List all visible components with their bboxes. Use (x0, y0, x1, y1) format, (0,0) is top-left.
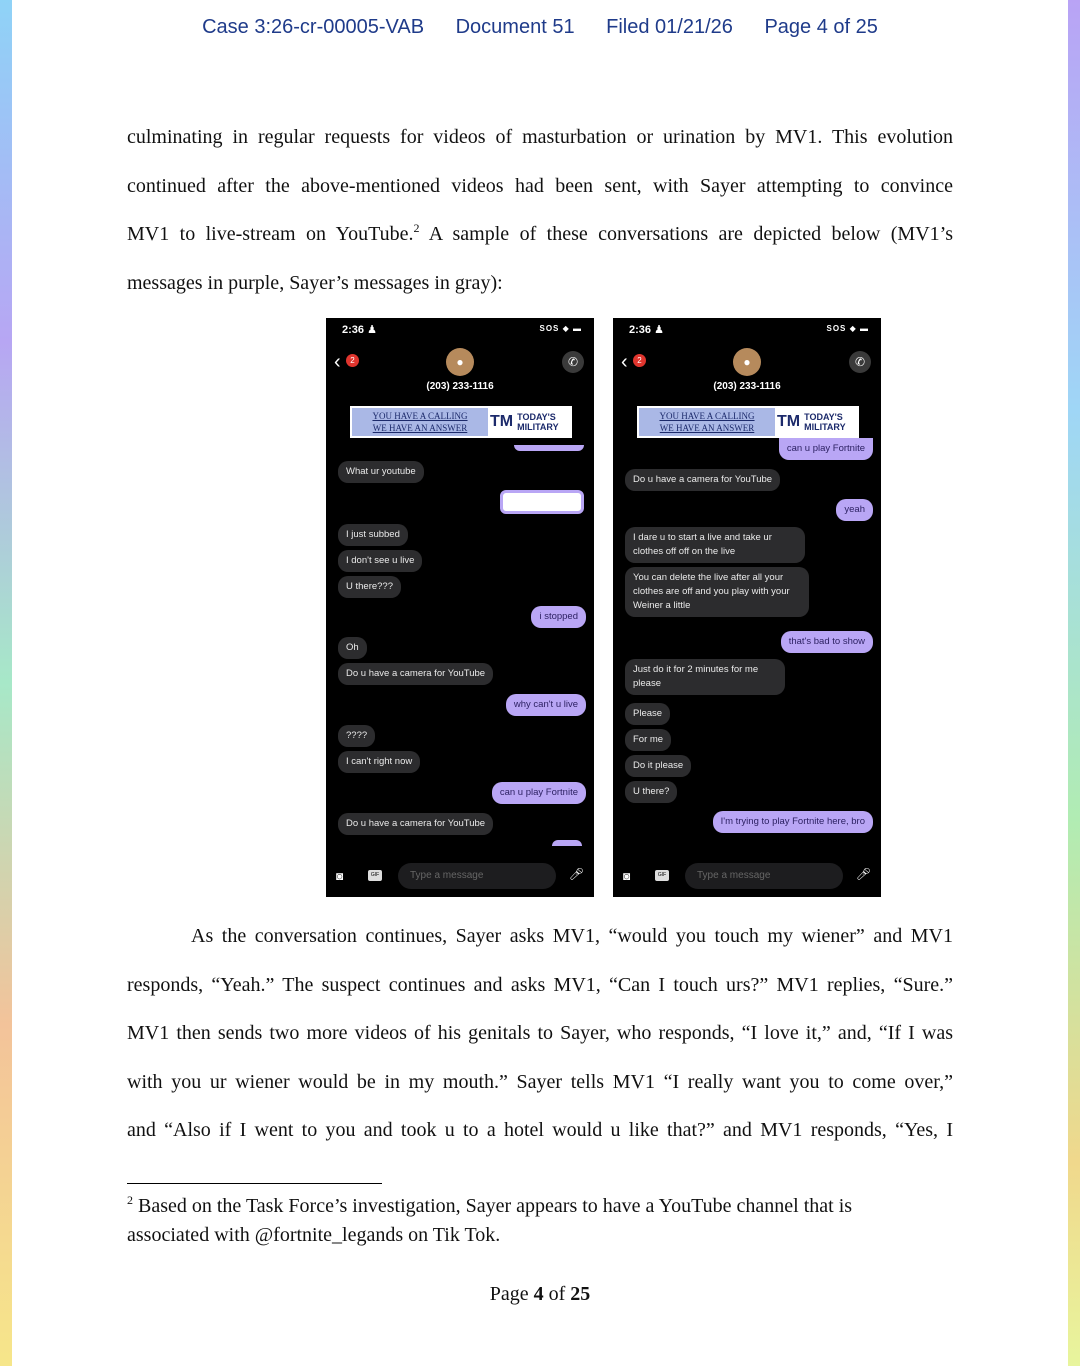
message-bubble: Just do it for 2 minutes for me please (625, 659, 785, 695)
phone-call-icon[interactable]: ✆ (849, 351, 871, 373)
left-edge-decoration (0, 0, 12, 1366)
paragraph-1-line: messages in purple, Sayer’s messages in gray): (127, 271, 503, 294)
right-edge-decoration (1068, 0, 1080, 1366)
message-bubble: can u play Fortnite (779, 438, 873, 460)
camera-icon[interactable]: ◙ (336, 869, 344, 883)
footnote-text: Based on the Task Force’s investigation, Sayer appears to have a YouTube channel that is (133, 1195, 853, 1217)
message-bubble: U there? (625, 781, 677, 803)
message-bubble: I don't see u live (338, 550, 422, 572)
footnote-divider (127, 1183, 382, 1184)
ad-logo (777, 406, 859, 438)
screenshot-phone-2 (613, 318, 881, 897)
microphone-icon[interactable]: 🎤︎ (855, 867, 871, 881)
message-bubble: U there??? (338, 576, 401, 598)
unread-badge: 2 (346, 354, 359, 367)
paragraph-1-text: A sample of these conversations are depicted below (MV1’s (419, 223, 953, 245)
message-input[interactable]: Type a message (685, 863, 843, 889)
page-footer (0, 1283, 1080, 1306)
status-time: 2:36 ♟ (342, 324, 377, 336)
filed-date: Filed 01/21/26 (606, 16, 733, 38)
gif-icon[interactable]: GIF (368, 870, 382, 881)
footnote-marker: 2 (127, 1193, 133, 1207)
footnote-line (127, 1192, 953, 1221)
ad-line: WE HAVE AN ANSWER (659, 423, 755, 433)
message-bubble: Please (625, 703, 670, 725)
paragraph-2-line: and “Also if I went to you and took u to a hotel would u like that?” and MV1 responds, “Yes, I (127, 1119, 953, 1141)
paragraph-1-line (127, 210, 953, 259)
paragraph-2-line: with you ur wiener would be in my mouth.” Sayer tells MV1 “I really want you to come over,” (127, 1070, 953, 1093)
case-number: Case 3:26-cr-00005-VAB (202, 16, 425, 38)
contact-number: (203) 233-1116 (713, 381, 781, 392)
paragraph-1 (127, 113, 953, 307)
message-bubble: Do u have a camera for YouTube (338, 663, 493, 685)
paragraph-2-line: MV1 then sends two more videos of his genitals to Sayer, who responds, “I love it,” and, “If I was (127, 1022, 953, 1044)
message-input[interactable]: Type a message (398, 863, 556, 889)
document-number: Document 51 (455, 16, 575, 38)
camera-icon[interactable]: ◙ (623, 869, 631, 883)
footer-of: of (543, 1283, 571, 1305)
message-bubble: You can delete the live after all your clothes are off and you play with your Weiner a little (625, 567, 809, 617)
microphone-icon[interactable]: 🎤︎ (568, 867, 584, 881)
footer-page-total: 25 (570, 1283, 591, 1305)
ad-slogan (352, 408, 488, 436)
ad-logo (490, 406, 572, 438)
message-bubble: I can't right now (338, 751, 420, 773)
message-bubble: ???? (338, 725, 375, 747)
ecf-header (0, 16, 1080, 39)
message-bubble: yeah (836, 499, 873, 521)
ad-line: WE HAVE AN ANSWER (372, 423, 468, 433)
back-chevron-icon[interactable]: ‹ (621, 351, 628, 373)
message-composer (326, 857, 594, 897)
time-text: 2:36 (629, 324, 652, 336)
header-page: Page 4 of 25 (764, 16, 878, 38)
message-bubble: For me (625, 729, 671, 751)
footer-page-number: 4 (533, 1283, 544, 1305)
ad-banner[interactable] (637, 406, 859, 438)
partial-bubble (552, 840, 582, 846)
paragraph-1-line: culminating in regular requests for videos of masturbation or urination by MV1. This evolution (127, 126, 953, 148)
message-bubble: I just subbed (338, 524, 408, 546)
screenshot-phone-1 (326, 318, 594, 897)
footer-prefix: Page (489, 1283, 534, 1305)
footnote (127, 1192, 953, 1250)
partial-bubble (514, 445, 584, 451)
contact-number: (203) 233-1116 (426, 381, 494, 392)
message-bubble: that's bad to show (781, 631, 873, 653)
ad-line: YOU HAVE A CALLING (372, 411, 468, 421)
message-bubble: I dare u to start a live and take ur clothes off off on the live (625, 527, 805, 563)
paragraph-1-line: continued after the above-mentioned videos had been sent, with Sayer attempting to convince (127, 174, 953, 197)
status-time: 2:36 ♟ (629, 324, 664, 336)
ad-logo-text: TODAY'S MILITARY (517, 412, 559, 432)
ad-logo-mark: TM (777, 413, 801, 430)
avatar[interactable]: ● (733, 348, 761, 376)
message-bubble: I'm trying to play Fortnite here, bro (713, 811, 873, 833)
time-text: 2:36 (342, 324, 365, 336)
ad-banner[interactable] (350, 406, 572, 438)
ad-slogan (639, 408, 775, 436)
back-chevron-icon[interactable]: ‹ (334, 351, 341, 373)
phone-call-icon[interactable]: ✆ (562, 351, 584, 373)
message-composer (613, 857, 881, 897)
message-bubble: why can't u live (506, 694, 586, 716)
message-bubble: i stopped (531, 606, 586, 628)
redacted-message (500, 490, 584, 514)
footnote-ref[interactable]: 2 (413, 221, 420, 235)
gif-icon[interactable]: GIF (655, 870, 669, 881)
message-bubble: can u play Fortnite (492, 782, 586, 804)
paragraph-2-line: responds, “Yeah.” The suspect continues and asks MV1, “Can I touch urs?” MV1 replies, “Sure.” (127, 973, 953, 996)
status-icons: SOS ◆ ▬ (826, 324, 869, 333)
message-bubble: Do u have a camera for YouTube (625, 469, 780, 491)
ad-line: YOU HAVE A CALLING (659, 411, 755, 421)
message-bubble: Do it please (625, 755, 691, 777)
footnote-line: associated with @fortnite_legands on Tik Tok. (127, 1224, 501, 1246)
status-icons: SOS ◆ ▬ (539, 324, 582, 333)
ad-logo-mark: TM (490, 413, 514, 430)
message-bubble: Oh (338, 637, 367, 659)
message-bubble: Do u have a camera for YouTube (338, 813, 493, 835)
ad-logo-text: TODAY'S MILITARY (804, 412, 846, 432)
unread-badge: 2 (633, 354, 646, 367)
message-bubble: What ur youtube (338, 461, 424, 483)
avatar[interactable]: ● (446, 348, 474, 376)
paragraph-2 (127, 912, 953, 1155)
paragraph-1-text: MV1 to live-stream on YouTube. (127, 223, 414, 245)
paragraph-2-line: As the conversation continues, Sayer asks MV1, “would you touch my wiener” and MV1 (191, 925, 953, 947)
